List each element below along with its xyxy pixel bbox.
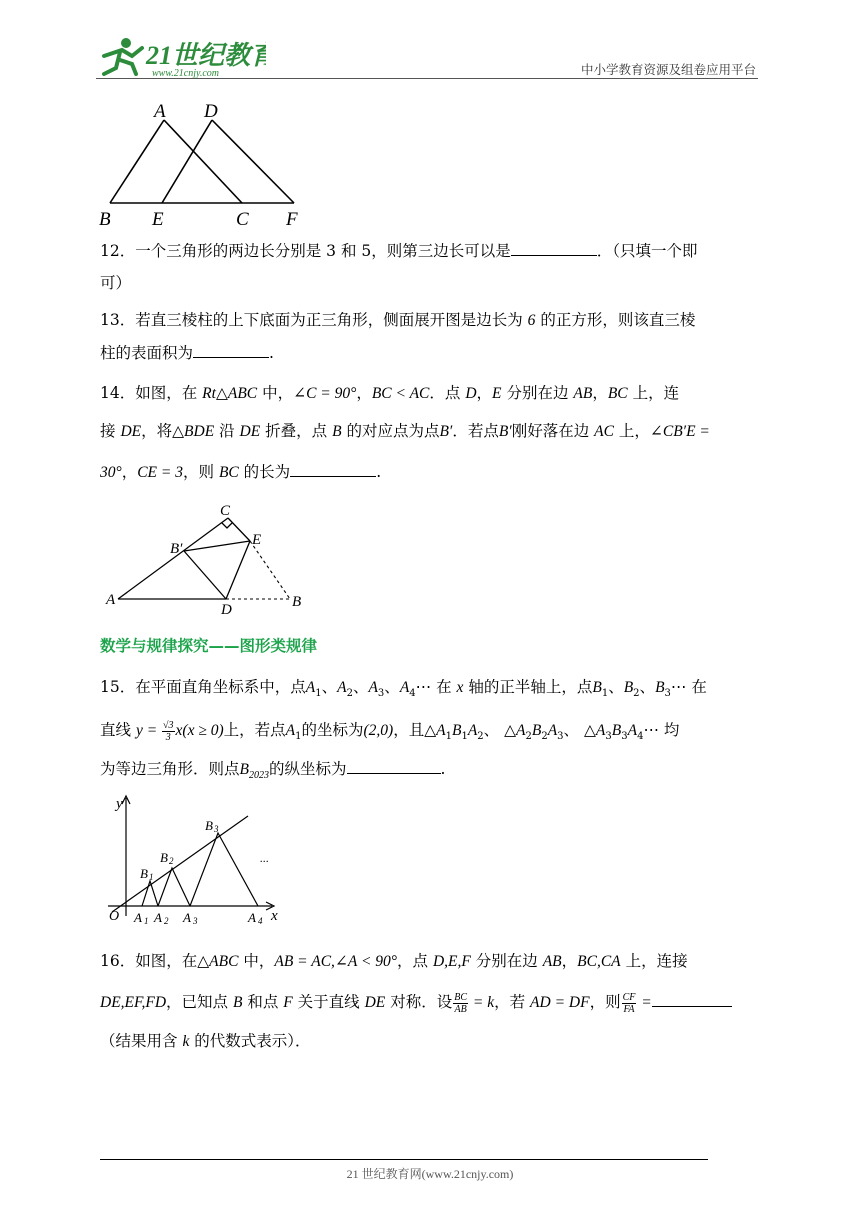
footer-divider <box>100 1159 708 1160</box>
answer-blank-16 <box>652 990 732 1007</box>
answer-blank-12 <box>511 239 597 256</box>
svg-text:A: A <box>248 910 256 924</box>
label-f: F <box>286 209 298 230</box>
label-e: E <box>152 209 164 230</box>
question-13: 13．若直三棱柱的上下底面为正三角形，侧面展开图是边长为 6 的正方形，则该直三棱 <box>100 311 696 329</box>
answer-blank-13 <box>193 341 269 358</box>
label-e: E <box>252 532 262 548</box>
svg-text:3: 3 <box>193 916 198 924</box>
footer-text: 21 世纪教育网(www.21cnjy.com) <box>346 1167 514 1181</box>
axis-x-label: x <box>271 908 278 924</box>
svg-text:1: 1 <box>149 872 154 882</box>
figure-folded-triangle <box>100 500 320 622</box>
question-12: 12．一个三角形的两边长分别是 3 和 5，则第三边长可以是 ．（只填一个即 <box>100 234 762 268</box>
origin-label: O <box>109 909 120 924</box>
svg-text:B: B <box>205 818 213 833</box>
svg-text:1: 1 <box>144 916 149 924</box>
question-15: 15．在平面直角坐标系中，点$A_1$、$A_2$、$A_3$、$A_4\cdots$ 在 x 轴的正半轴上，点$B_1$、$B_2$、$B_3\cdots$ 在 <box>100 678 707 700</box>
answer-blank-15 <box>347 757 441 774</box>
svg-text:2: 2 <box>169 856 174 866</box>
label-a: A <box>154 101 166 122</box>
label-b: B <box>292 594 302 610</box>
label-d: D <box>204 101 218 122</box>
label-b-prime: B′ <box>170 541 183 557</box>
svg-text:3: 3 <box>214 824 219 834</box>
svg-text:B: B <box>160 850 168 865</box>
svg-text:A: A <box>134 910 142 924</box>
label-c: C <box>236 209 249 230</box>
label-a: A <box>106 592 116 608</box>
svg-text:B: B <box>140 866 148 881</box>
figure-triangles-abc-def <box>94 98 314 234</box>
question-16: 16．如图，在△ABC 中，AB = AC,∠A < 90°，点 D,E,F 分别在边 AB，BC,CA 上，连接 <box>100 952 688 970</box>
svg-text:4: 4 <box>258 916 263 924</box>
site-logo <box>96 34 266 80</box>
answer-blank-14 <box>290 460 376 477</box>
logo-text: 21世纪教育 <box>146 41 266 70</box>
svg-text:A: A <box>154 910 162 924</box>
svg-text:A: A <box>183 910 191 924</box>
header-divider <box>96 78 758 79</box>
label-d: D <box>221 602 232 618</box>
svg-text:2: 2 <box>164 916 169 924</box>
header-slogan: 中小学教育资源及组卷应用平台 <box>580 62 756 77</box>
figure-equilateral-triangles-on-axis <box>100 790 290 928</box>
label-c: C <box>220 503 231 519</box>
question-14: 14．如图，在 Rt△ABC 中，∠C = 90°，BC < AC．点 D，E 分别在边 AB，BC 上，连 <box>100 384 680 402</box>
section-title: 数学与规律探究——图形类规律 <box>100 637 318 655</box>
axis-y-label: y <box>116 796 123 812</box>
logo-url-text: www.21cnjy.com <box>152 68 220 79</box>
continuation-dots: ... <box>260 851 269 865</box>
label-b: B <box>99 209 111 230</box>
